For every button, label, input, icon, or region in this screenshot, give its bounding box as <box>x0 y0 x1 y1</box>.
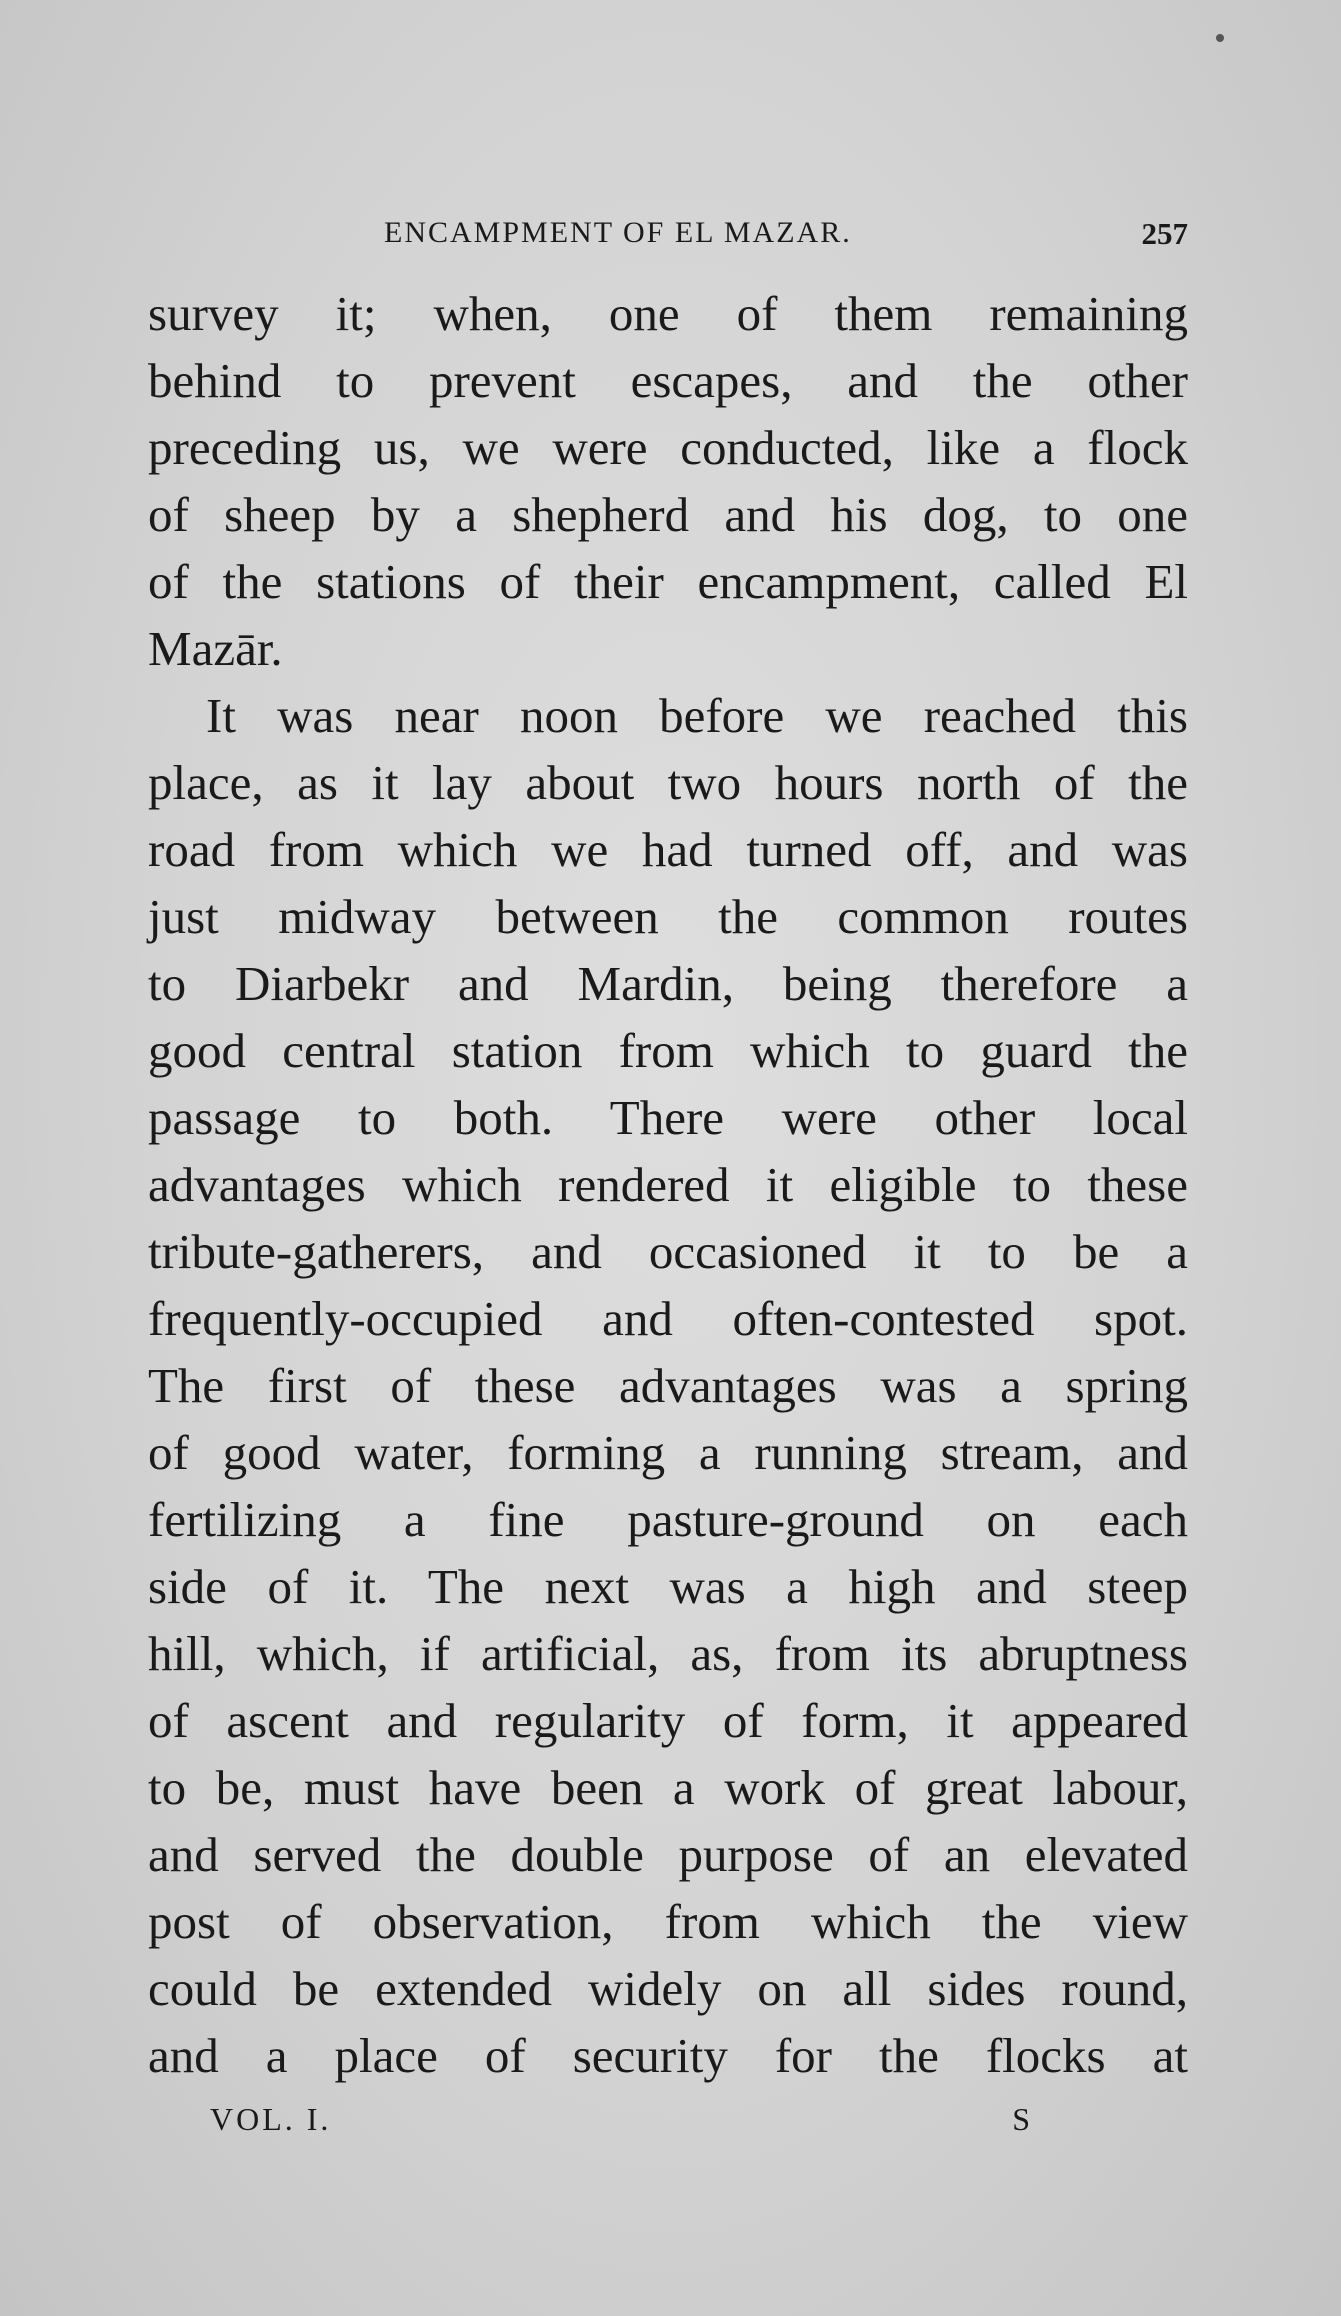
text-line: of sheep by a shepherd and his dog, to one <box>148 487 1188 542</box>
text-line: to be, must have been a work of great labour, <box>148 1760 1188 1815</box>
text-line: of the stations of their encampment, called El <box>148 554 1188 609</box>
paragraph-first-line: It was near noon before we reached this <box>206 688 1188 743</box>
text-line: advantages which rendered it eligible to these <box>148 1157 1188 1212</box>
text-line: side of it. The next was a high and steep <box>148 1559 1188 1614</box>
text-line: The first of these advantages was a spring <box>148 1358 1188 1413</box>
body-text <box>148 280 1188 2089</box>
text-line: of good water, forming a running stream, and <box>148 1425 1188 1480</box>
text-line: and a place of security for the flocks at <box>148 2028 1188 2083</box>
text-line: place, as it lay about two hours north of the <box>148 755 1188 810</box>
text-line: Mazār. <box>148 621 283 676</box>
ink-speck <box>1216 34 1224 42</box>
text-line: survey it; when, one of them remaining <box>148 286 1188 341</box>
text-line: behind to prevent escapes, and the other <box>148 353 1188 408</box>
text-line: passage to both. There were other local <box>148 1090 1188 1145</box>
text-line: hill, which, if artificial, as, from its abruptness <box>148 1626 1188 1681</box>
text-line: road from which we had turned off, and was <box>148 822 1188 877</box>
running-head <box>148 216 1188 256</box>
volume-mark: VOL. I. <box>210 2101 332 2137</box>
running-title: ENCAMPMENT OF EL MAZAR. <box>384 216 852 249</box>
signature-row <box>210 2101 1030 2141</box>
page-number: 257 <box>1141 216 1188 251</box>
text-line: fertilizing a fine pasture-ground on each <box>148 1492 1188 1547</box>
text-line: frequently-occupied and often-contested spot. <box>148 1291 1188 1346</box>
text-line: tribute-gatherers, and occasioned it to be a <box>148 1224 1188 1279</box>
text-line: preceding us, we were conducted, like a flock <box>148 420 1188 475</box>
text-line: and served the double purpose of an elevated <box>148 1827 1188 1882</box>
text-line: good central station from which to guard the <box>148 1023 1188 1078</box>
text-line: could be extended widely on all sides round, <box>148 1961 1188 2016</box>
text-line: to Diarbekr and Mardin, being therefore a <box>148 956 1188 1011</box>
text-line: post of observation, from which the view <box>148 1894 1188 1949</box>
signature-letter: S <box>1012 2101 1030 2137</box>
text-line: just midway between the common routes <box>148 889 1188 944</box>
text-line: of ascent and regularity of form, it appeared <box>148 1693 1188 1748</box>
